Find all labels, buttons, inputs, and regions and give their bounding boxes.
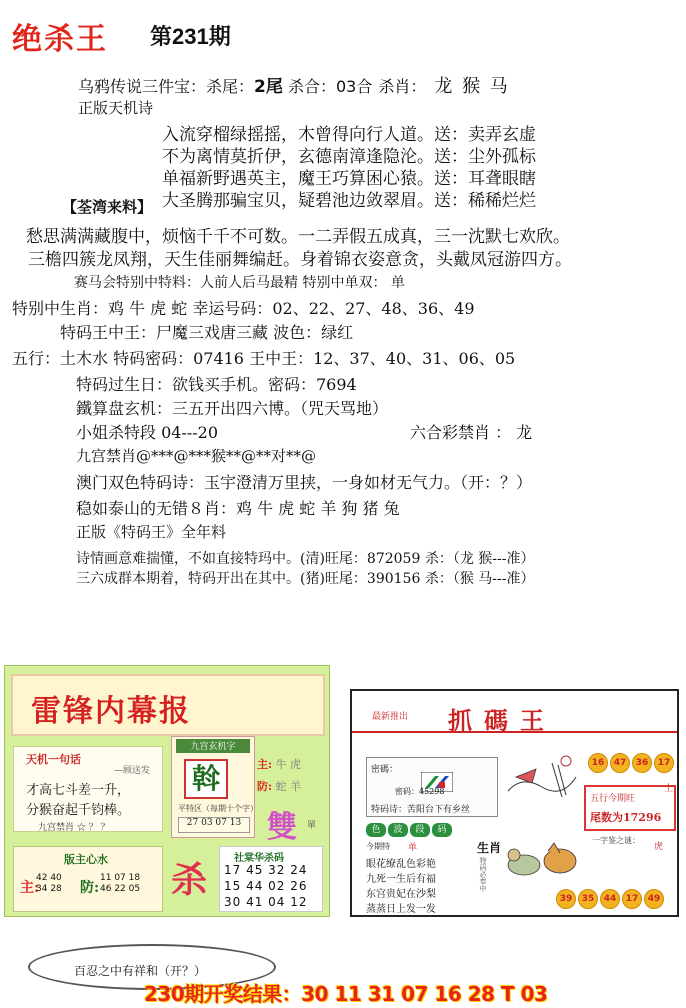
temawang-line: 特码王中王：尸魔三戏唐三藏 波色：绿红 [60, 323, 354, 342]
zhuamawang-header [352, 691, 677, 733]
shama-grid-head: 社棠华杀码 [234, 853, 284, 864]
wuxing-tail: 尾数为17296 [590, 811, 662, 824]
ball: 17 [622, 889, 642, 909]
fang-value: 蛇 羊 [275, 780, 302, 793]
shuang-char: 雙 [267, 810, 297, 845]
tianji-title: 正版天机诗 [78, 99, 154, 117]
shengxiao-label: 生肖 [477, 841, 502, 855]
shiqing-line-1: 诗情画意难揣懂，不如直接特玛中。(清)旺尾：872059 杀：（龙 猴---准） [76, 551, 535, 567]
zhu-label: 主: [257, 758, 273, 771]
tianji-poem-box [13, 746, 163, 832]
jiugong-head: 九宫玄机字 [176, 739, 250, 753]
tag-bo: 波 [388, 823, 408, 837]
jinqi-dan: 单 [408, 843, 418, 853]
wuya-prefix: 乌鸦传说三件宝：杀尾： [78, 77, 255, 96]
shama-row-1: 17 45 32 24 [224, 863, 308, 877]
tianji-poem-sub: —顾送发 [114, 766, 151, 776]
mima-value: 密码：45298 [395, 787, 445, 796]
saima-line: 赛马会特别中特料：人前人后马最精 特别中单双： 单 [74, 275, 405, 291]
banzhu-zhu-label: 主: [20, 880, 40, 896]
jinqi-label: 今期特 [366, 842, 390, 851]
quanwan-line-1: 愁思满满藏腹中，烦恼千千不可数。一二弄假五成真，三一沈默七欢欣。 [26, 227, 570, 247]
sha-char: 杀 [171, 859, 208, 901]
fang-label: 防: [257, 780, 273, 793]
zhuama-poem: 眼花缭乱色彩艳 九死一生后有福 东宫贵妃在沙梨 蒸蒸日上发一发 [366, 859, 436, 915]
yizi-answer: 虎 [654, 842, 664, 852]
draw-result: 230期开奖结果：30 11 31 07 16 28 T 03 [144, 982, 548, 1006]
shama-grid [219, 846, 323, 912]
tema-poem-code: 特码诗：苦阳台下有乡丝 [371, 805, 471, 815]
tianji-poem-footer: 九宫禁肖 ☆ ？ ？ [38, 823, 110, 833]
pingte-label: 平特区（每期十个字） [178, 804, 258, 813]
tag-ma: 码 [432, 823, 452, 837]
wuya-he-value: 03合 [335, 77, 373, 96]
liuhecai-line: 六合彩禁肖 ： 龙 [410, 423, 533, 442]
pingte-numbers: 27 03 07 13 [178, 817, 250, 833]
dan-char: 單 [307, 821, 317, 831]
tianji-poem-head: 天机一句话 [26, 753, 81, 766]
tema-bizhong: 特码必奉中 [479, 857, 487, 892]
wencuo-line: 稳如泰山的无错８肖：鸡 牛 虎 蛇 羊 狗 猪 兔 [76, 499, 400, 518]
leifeng-banner-title: 雷锋内幕报 [31, 694, 191, 729]
wuxing-head: 五行今期旺 [590, 794, 636, 804]
zhu-fang-block [257, 756, 301, 794]
ball: 35 [578, 889, 598, 909]
aomen-line: 澳门双色特码诗：玉宇澄清万里挟，一身如材无气力。（开：？） [76, 473, 533, 492]
zhuamawang-subtitle: 最新推出 [372, 712, 409, 722]
quannianliao-line: 正版《特码王》全年料 [76, 523, 227, 541]
ball: 39 [556, 889, 576, 909]
shama-row-2: 15 44 02 26 [224, 879, 308, 893]
jiugong-line: 九宫禁肖@***@***猴**@**对**@ [76, 447, 317, 465]
leifeng-banner [11, 674, 325, 736]
wuya-he-label: 杀合： [282, 77, 336, 96]
tag-duan: 段 [410, 823, 430, 837]
zhuamawang-panel [350, 689, 679, 917]
guoshengri-line: 特码过生日：欲钱买手机。密码：7694 [76, 375, 357, 394]
zhuamawang-title: 抓碼王 [448, 706, 556, 735]
poem-line-4: 大圣腾那骗宝贝，疑碧池边敛翠眉。送：稀稀烂烂 [162, 191, 536, 211]
page-title: 绝杀王 [12, 22, 108, 57]
wuxing-line: 五行：土木水 特码密码：07416 王中王：12、37、40、31、06、05 [12, 349, 516, 368]
jiugong-char: 斡 [184, 759, 228, 799]
wuxing-box [584, 785, 676, 831]
ball: 16 [588, 753, 608, 773]
tu-char: 土 [664, 784, 674, 794]
wuya-tail-value: 2尾 [254, 77, 283, 97]
yizi-label: 一字鉴之谜： [592, 836, 640, 845]
ball: 17 [654, 753, 674, 773]
tag-row [366, 823, 454, 837]
mima-box [366, 757, 498, 817]
banzhu-fang-label: 防: [80, 880, 100, 896]
wuya-xiao-value: 龙 猴 马 [434, 76, 510, 97]
shiqing-line-2: 三六成群本期着，特码开出在其中。(猪)旺尾：390156 杀：（猴 马---准） [76, 571, 535, 587]
cloud-text: 百忍之中有祥和（开？） [74, 964, 207, 978]
ball: 44 [600, 889, 620, 909]
line-wuya [78, 72, 510, 98]
tebie-shengxiao: 特别中生肖：鸡 牛 虎 蛇 幸运号码：02、22、27、48、36、49 [12, 299, 475, 318]
poem-line-2: 不为离情莫折伊，玄德南漳逢隐沦。送：尘外孤标 [162, 147, 536, 167]
zhu-value: 牛 虎 [275, 758, 302, 771]
shama-row-3: 30 41 04 12 [224, 895, 308, 909]
quanwan-label: 【荃湾来料】 [62, 198, 153, 216]
xiaojie-line: 小姐杀特段 04---20 [76, 423, 219, 442]
animal-illustration [502, 831, 582, 891]
jiugong-box [171, 736, 258, 838]
sketch-illustration [502, 747, 582, 813]
ball: 36 [632, 753, 652, 773]
poem-line-3: 单福新野遇英主，魔王巧算困心猿。送：耳聋眼瞎 [162, 169, 536, 189]
ball: 49 [644, 889, 664, 909]
mima-label: 密碼： [371, 765, 399, 775]
ball: 47 [610, 753, 630, 773]
tag-se: 色 [366, 823, 386, 837]
wuya-xiao-label: 杀肖： [378, 77, 427, 96]
tianji-poem-line-2: 分猴奋起千钧棒。 [26, 803, 131, 818]
banzhu-head: 版主心水 [64, 853, 108, 866]
issue-number: 第231期 [150, 24, 231, 49]
banzhu-zhu-numbers: 42 40 34 28 [36, 873, 62, 894]
tianji-poem-line-1: 才高七斗差一升， [26, 783, 131, 798]
leifeng-panel [4, 665, 330, 917]
poem-line-1: 入流穿榴绿摇摇，木曾得向行人道。送：卖弄玄虚 [162, 125, 536, 145]
banzhu-box [13, 846, 163, 912]
banzhu-fang-numbers: 11 07 18 46 22 05 [100, 873, 141, 894]
tiesuanpan-line: 鐵算盘玄机：三五开出四六博。（咒天骂地） [76, 399, 389, 418]
quanwan-line-2: 三檐四簇龙凤翔，天生佳丽舞编赶。身着锦衣姿意贪，头戴凤冠游四方。 [28, 250, 572, 270]
